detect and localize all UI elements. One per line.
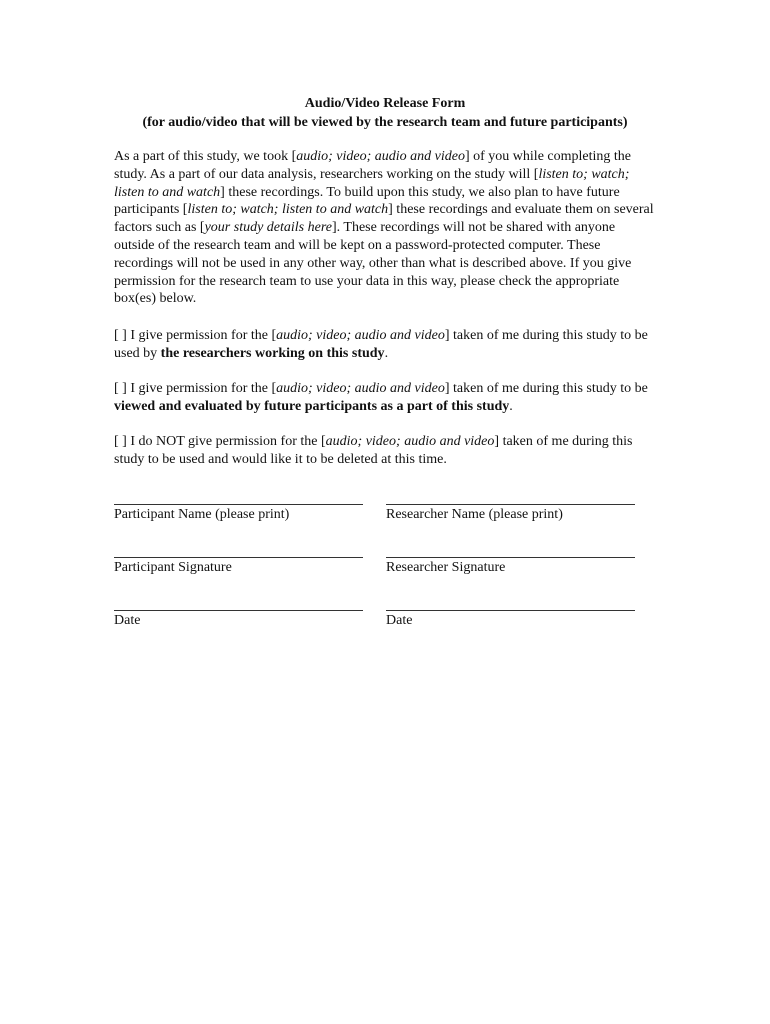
participant-date-label: Date	[114, 613, 141, 628]
intro-action-placeholder: listen to; watch; listen to and watch	[114, 166, 630, 200]
intro-text: ] these recordings and evaluate them on several factors such as [	[114, 202, 654, 236]
option-text: ] taken of me during this study to be	[444, 381, 648, 396]
participant-name-label: Participant Name (please print)	[114, 507, 290, 522]
intro-text: ] these recordings. To build upon this study, we also plan to have future participants [	[114, 184, 620, 218]
participant-date-line[interactable]	[114, 610, 363, 611]
option-text: I give permission for the [	[126, 381, 277, 396]
participant-name-line[interactable]	[114, 504, 363, 505]
participant-signature-label: Participant Signature	[114, 560, 232, 575]
researcher-signature-line[interactable]	[386, 557, 635, 558]
researcher-date-line[interactable]	[386, 610, 635, 611]
intro-media-placeholder: audio; video; audio and video	[296, 149, 465, 164]
option-text: I do NOT give permission for the [	[126, 434, 326, 449]
form-title: Audio/Video Release Form	[304, 96, 466, 111]
researcher-name-line[interactable]	[386, 504, 635, 505]
option-emphasis: viewed and evaluated by future participants as a part of this study	[114, 398, 510, 414]
form-header	[0, 94, 770, 132]
option-text: ] taken of me during this study to be used and would like it to be deleted at this time.	[114, 434, 633, 467]
option-emphasis: the researchers working on this study	[160, 345, 385, 361]
option-text: .	[384, 345, 389, 361]
checkbox-researchers[interactable]: [ ]	[114, 328, 127, 343]
researcher-name-label: Researcher Name (please print)	[386, 507, 563, 522]
researcher-signature-label: Researcher Signature	[386, 560, 506, 575]
intro-action-placeholder: listen to; watch; listen to and watch	[187, 202, 389, 218]
permission-option-researchers	[114, 327, 654, 363]
permission-option-future-participants	[114, 380, 654, 416]
checkbox-decline[interactable]: [ ]	[114, 434, 127, 449]
researcher-date-label: Date	[386, 613, 413, 628]
intro-text: ] of you while completing the study. As a part of our data analysis, researchers working on the study will [	[114, 149, 632, 182]
intro-text: ]. These recordings will not be shared with anyone outside of the research team and will be kept on a password-protected computer. These recordings will not be used in any other way, other than what is described above. If you give permission for the research team to use your data in this way, please check the appropriate box(es) below.	[114, 220, 632, 307]
form-subtitle: (for audio/video that will be viewed by the research team and future participants)	[142, 115, 628, 130]
intro-text: As a part of this study, we took [	[114, 149, 297, 164]
intro-details-placeholder: your study details here	[204, 220, 332, 236]
option-media-placeholder: audio; video; audio and video	[325, 434, 495, 449]
option-text: I give permission for the [	[126, 328, 277, 343]
permission-option-decline	[114, 433, 654, 469]
option-media-placeholder: audio; video; audio and video	[276, 381, 445, 396]
participant-signature-line[interactable]	[114, 557, 363, 558]
option-text: .	[509, 398, 513, 414]
option-media-placeholder: audio; video; audio and video	[276, 328, 445, 343]
intro-paragraph	[114, 148, 654, 308]
checkbox-future-participants[interactable]: [ ]	[114, 381, 127, 396]
option-text: ] taken of me during this study to be used by	[114, 328, 648, 361]
